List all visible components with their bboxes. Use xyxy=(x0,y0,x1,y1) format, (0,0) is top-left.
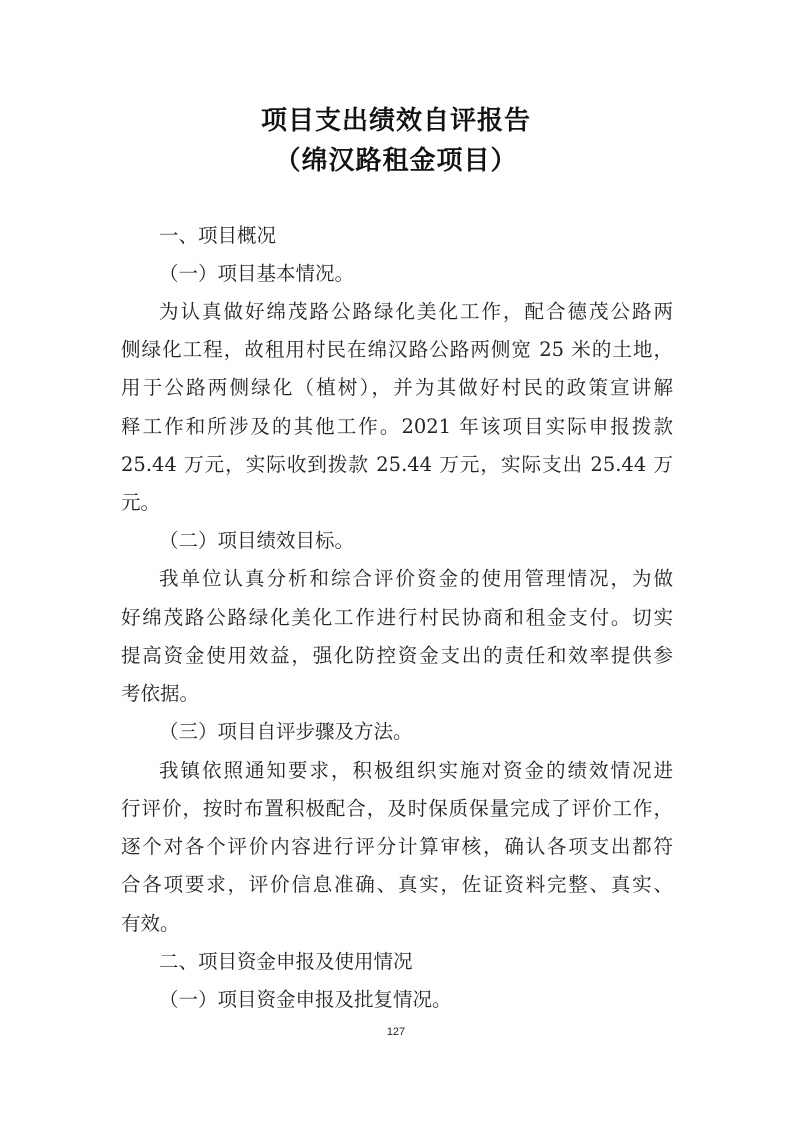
paragraph-line: 好绵茂路公路绿化美化工作进行村民协商和租金支付。切实 xyxy=(121,606,673,629)
paragraph-line: 逐个对各个评价内容进行评分计算审核，确认各项支出都符 xyxy=(121,835,673,858)
paragraph-line: 合各项要求，评价信息准确、真实，佐证资料完整、真实、 xyxy=(121,873,673,896)
document-subtitle: （绵汉路租金项目） xyxy=(274,146,518,176)
paragraph-line: 考依据。 xyxy=(121,682,200,705)
document-title: 项目支出绩效自评报告 xyxy=(260,106,531,136)
paragraph-line: 提高资金使用效益，强化防控资金支出的责任和效率提供参 xyxy=(121,644,673,667)
paragraph-line: 我镇依照通知要求，积极组织实施对资金的绩效情况进 xyxy=(159,759,673,782)
subsection-heading-1-1: （一）项目基本情况。 xyxy=(159,262,355,285)
page-number: 127 xyxy=(386,1026,406,1038)
subsection-heading-1-3: （三）项目自评步骤及方法。 xyxy=(159,720,413,743)
subsection-heading-2-1: （一）项目资金申报及批复情况。 xyxy=(159,988,452,1011)
paragraph-line: 行评价，按时布置积极配合，及时保质保量完成了评价工作， xyxy=(121,797,673,820)
paragraph-line: 25.44 万元，实际收到拨款 25.44 万元，实际支出 25.44 万 xyxy=(121,453,673,476)
section-heading-2: 二、项目资金申报及使用情况 xyxy=(159,950,413,973)
paragraph-line: 侧绿化工程，故租用村民在绵汉路公路两侧宽 25 米的土地， xyxy=(121,338,673,361)
paragraph-line: 释工作和所涉及的其他工作。2021 年该项目实际申报拨款 xyxy=(121,415,673,438)
section-heading-1: 一、项目概况 xyxy=(159,224,277,247)
paragraph-line: 元。 xyxy=(121,491,161,514)
paragraph-line: 有效。 xyxy=(121,912,180,935)
paragraph-line: 用于公路两侧绿化（植树），并为其做好村民的政策宣讲解 xyxy=(121,376,673,399)
paragraph-line: 为认真做好绵茂路公路绿化美化工作，配合德茂公路两 xyxy=(159,300,673,323)
paragraph-line: 我单位认真分析和综合评价资金的使用管理情况，为做 xyxy=(159,567,673,590)
subsection-heading-1-2: （二）项目绩效目标。 xyxy=(159,529,355,552)
